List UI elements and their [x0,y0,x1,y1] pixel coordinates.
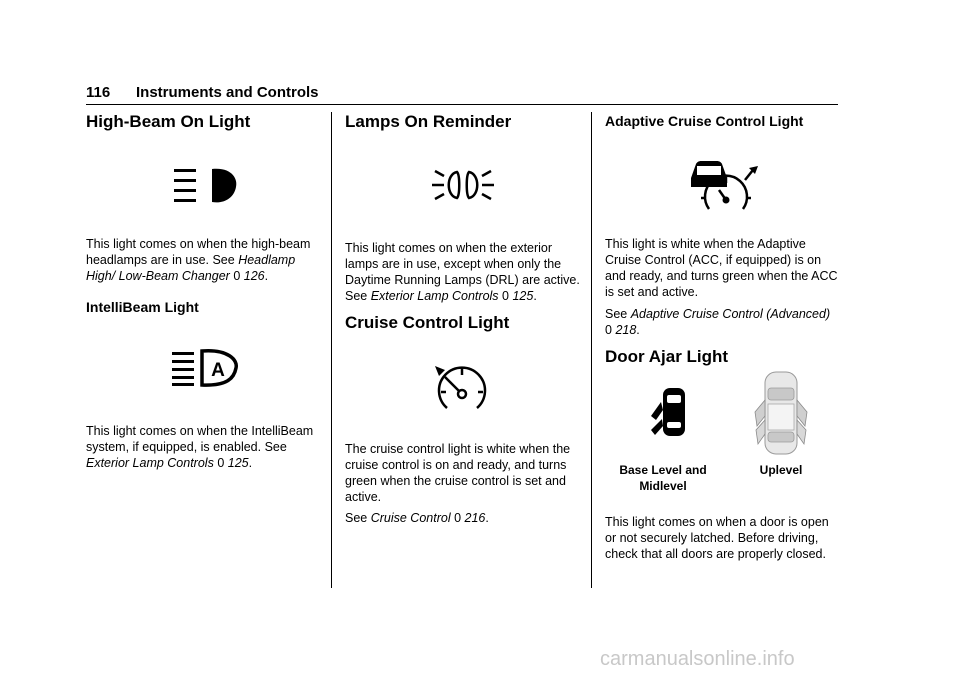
intellibeam-text: This light comes on when the IntelliBeam system, if equipped, is enabled. See Exterior Lamp Controls 0 125. [86,424,314,470]
door-ajar-caption-base: Base Level and Midlevel [619,463,707,493]
high-beam-heading: High-Beam On Light [86,112,251,131]
page-ref-icon: 0 [233,269,241,283]
watermark: carmanualsonline.info [600,648,795,670]
svg-text:A: A [211,360,225,381]
lamps-on-text: This light comes on when the exterior lamps are in use, except when only the Daytime Running Lamps (DRL) are active. See Exterior Lamp Controls 0 125. [345,241,580,303]
cruise-control-see: See Cruise Control 0 216. [345,511,489,525]
lamps-on-page[interactable]: 125 [512,289,534,303]
intellibeam-ref[interactable]: Exterior Lamp Controls [86,456,214,470]
page-ref-icon: 0 [454,511,462,525]
cruise-control-icon [431,362,493,412]
door-ajar-icon [647,386,689,440]
adaptive-cruise-text: This light is white when the Adaptive Cruise Control (ACC, if equipped) is on and ready, and turns green when the ACC is set and active. [605,237,838,299]
column-divider [331,112,332,588]
high-beam-text: This light comes on when the high-beam headlamps are in use. See Headlamp High/ Low-Beam Changer 0 126. [86,237,311,283]
adaptive-cruise-icon [687,156,759,212]
adaptive-cruise-heading: Adaptive Cruise Control Light [605,113,804,129]
lamps-on-heading: Lamps On Reminder [345,112,512,131]
adaptive-cruise-ref[interactable]: Adaptive Cruise Control (Advanced) [630,307,831,321]
cruise-control-ref[interactable]: Cruise Control [370,511,451,525]
door-ajar-caption-uplevel: Uplevel [759,463,803,477]
page-ref-icon: 0 [605,323,612,337]
high-beam-ref[interactable]: Headlamp High/ Low-Beam Changer [86,253,296,283]
intellibeam-icon [170,348,240,388]
door-ajar-vehicle-icon [753,370,809,456]
door-ajar-text: This light comes on when a door is open or not securely latched. Before driving, check that all doors are properly closed. [605,515,829,561]
intellibeam-heading: IntelliBeam Light [86,299,199,315]
section-title: Instruments and Controls [136,84,319,101]
lamps-on-icon [429,166,497,204]
high-beam-icon [172,164,238,206]
cruise-control-text: The cruise control light is white when the cruise control is on and ready, and turns green when the cruise control is set and active. [345,442,571,504]
door-ajar-heading: Door Ajar Light [605,347,729,366]
intellibeam-page[interactable]: 125 [227,456,249,470]
page-header [86,84,838,105]
adaptive-cruise-see: See Adaptive Cruise Control (Advanced) 0 218. [605,307,831,337]
lamps-on-ref[interactable]: Exterior Lamp Controls [370,289,499,303]
cruise-control-page[interactable]: 216 [464,511,486,525]
page-number: 116 [86,84,111,101]
page-ref-icon: 0 [217,456,225,470]
adaptive-cruise-page[interactable]: 218 [615,323,637,337]
high-beam-page[interactable]: 126 [243,269,265,283]
cruise-control-heading: Cruise Control Light [345,313,510,332]
page-ref-icon: 0 [502,289,509,303]
column-divider [591,112,592,588]
